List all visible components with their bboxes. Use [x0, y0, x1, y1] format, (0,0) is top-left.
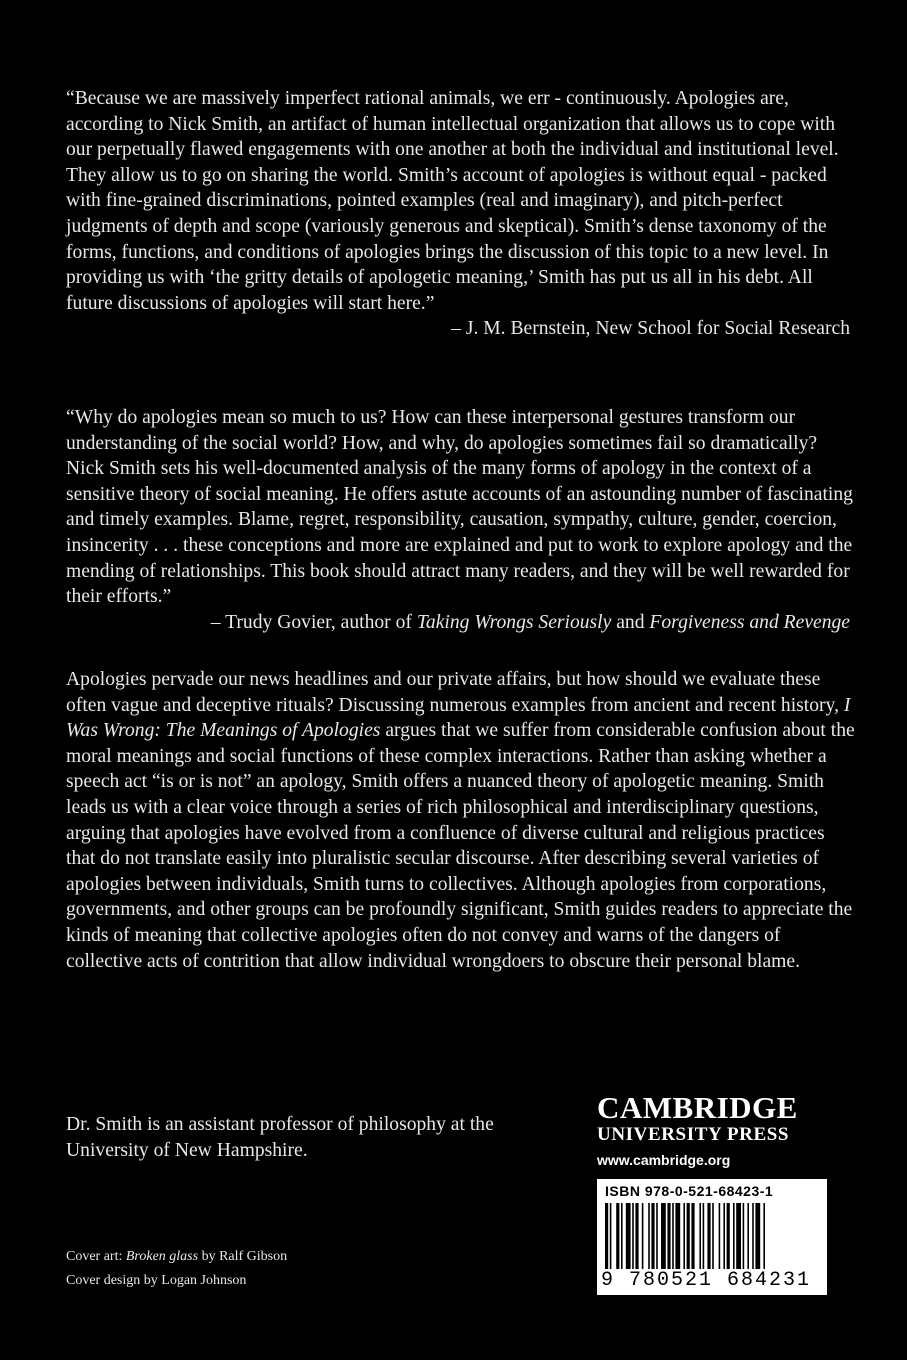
quote-govier-attribution [66, 610, 856, 636]
cover-design-credit: Cover design by Logan Johnson [66, 1273, 247, 1288]
description-part2: argues that we suffer from considerable confusion about the moral meanings and social functions of these complex interactions. Rather than asking whether a speech act “is or is not” an apology, Smith offers a nuanced theory of apologetic meaning. Smith leads us with a clear voice through a series of rich philosophical and interdisciplinary questions, arguing that apologies have evolved from a confluence of diverse cultural and religious practices that do not translate easily into pluralistic secular discourse. After describing several varieties of apologies between individuals, Smith turns to collectives. Although apologies from corporations, governments, and other groups can be profoundly significant, Smith guides readers to appreciate the kinds of meaning that collective apologies often do not convey and warns of the dangers of collective acts of contrition that allow individual wrongdoers to obscure their personal blame. [66, 720, 855, 972]
description-part1: Apologies pervade our news headlines and our private affairs, but how should we evaluate these often vague and deceptive rituals? Discussing numerous examples from ancient and recent history, [66, 669, 844, 716]
cover-art-prefix: Cover art: [66, 1249, 126, 1264]
book-description [66, 667, 856, 974]
quote-bernstein [66, 86, 856, 342]
cover-art-credit [66, 1245, 287, 1269]
attribution-and: and [611, 611, 650, 633]
barcode-bars [605, 1203, 819, 1279]
quote-govier-text: “Why do apologies mean so much to us? How can these interpersonal gestures transform our understanding of the social world? How, and why, do apologies sometimes fail so dramatically? Nick Smith sets his well-documented analysis of the many forms of apology in the context of a sensitive theory of social meaning. He offers astute accounts of an astounding number of fascinating and timely examples. Blame, regret, responsibility, causation, sympathy, culture, gender, coercion, insincerity . . . these conceptions and more are explained and put to work to explore apology and the mending of relationships. This book should attract many readers, and they will be well rewarded for their efforts.” [66, 407, 853, 608]
isbn-digits: 9 780521 684231 [601, 1269, 812, 1292]
publisher-subtitle: UNIVERSITY PRESS [597, 1124, 790, 1145]
attribution-prefix: – Trudy Govier, author of [210, 611, 417, 633]
publisher-name: CAMBRIDGE [597, 1090, 798, 1125]
description-book-title: I Was Wrong: The Meanings of Apologies [66, 694, 851, 742]
author-bio: Dr. Smith is an assistant professor of philosophy at the University of New Hampshire. [66, 1114, 494, 1161]
quote-govier [66, 405, 856, 635]
isbn-barcode [597, 1179, 827, 1295]
publisher-url: www.cambridge.org [597, 1152, 731, 1168]
publisher-logo [597, 1092, 837, 1168]
book-title-1: Taking Wrongs Seriously [416, 611, 612, 633]
quote-bernstein-attribution: – J. M. Bernstein, New School for Social Research [451, 318, 850, 340]
quote-bernstein-text: “Because we are massively imperfect rational animals, we err - continuously. Apologies are, according to Nick Smith, an artifact of human intellectual organization that allows us to cope with our perpetually flawed engagements with one another at both the individual and institutional level. They allow us to go on sharing the world. Smith’s account of apologies is without equal - packed with fine-grained discriminations, pointed examples (real and imaginary), and pitch-perfect judgments of depth and scope (variously generous and skeptical). Smith’s dense taxonomy of the forms, functions, and conditions of apologies brings the discussion of this topic to a new level. In providing us with ‘the gritty details of apologetic meaning,’ Smith has put us all in his debt. All future discussions of apologies will start here.” [66, 88, 839, 314]
isbn-label: ISBN 978-0-521-68423-1 [605, 1183, 774, 1199]
book-title-2: Forgiveness and Revenge [649, 611, 850, 633]
cover-art-title: Broken glass [125, 1249, 199, 1264]
credits [66, 1245, 287, 1293]
description-text [66, 667, 856, 974]
cover-art-suffix: by Ralf Gibson [198, 1249, 288, 1264]
